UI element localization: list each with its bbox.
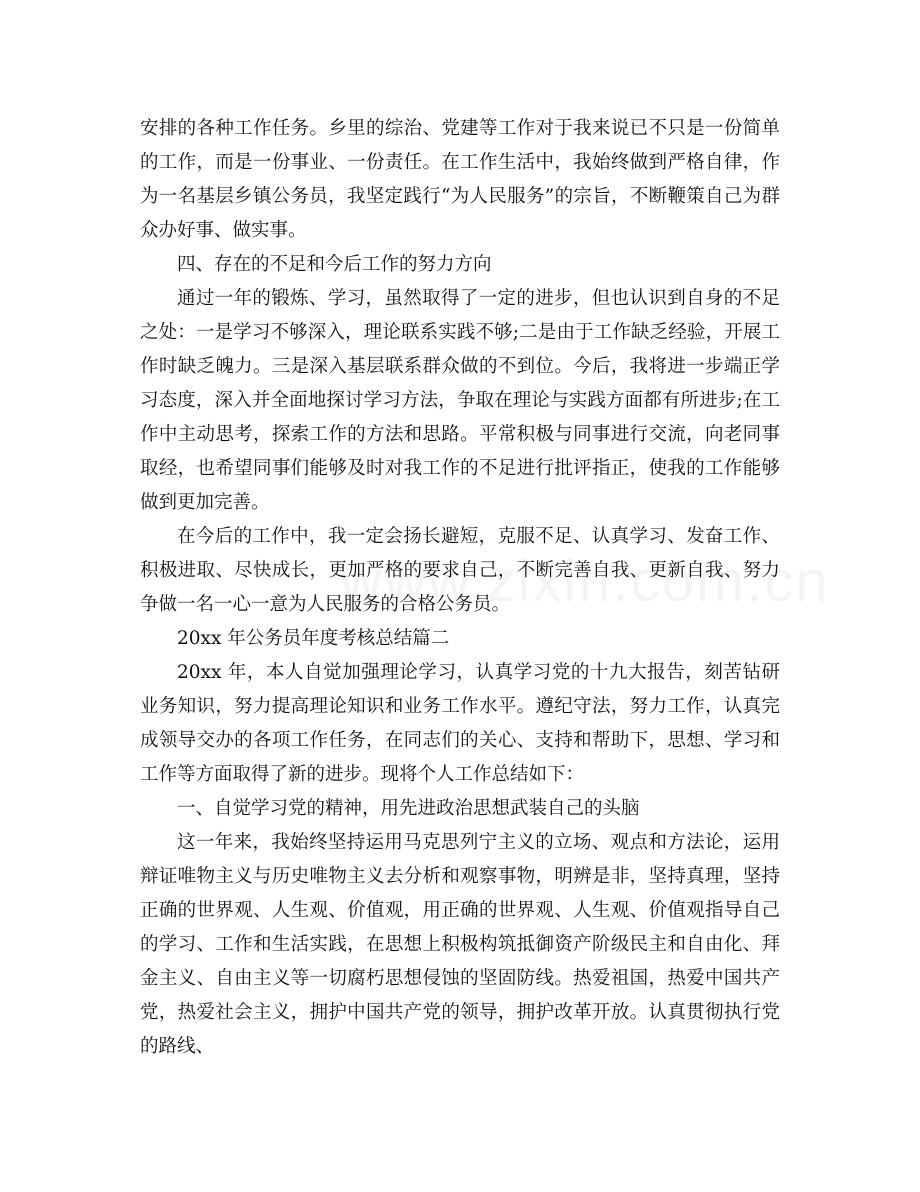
paragraph-intro: 20xx 年，本人自觉加强理论学习，认真学习党的十九大报告，刻苦钻研业务知识，努力提高理论知识和业务工作水平。遵纪守法，努力工作，认真完成领导交办的各项工作任务，在同志们的关心、支持和帮助下，思想、学习和工作等方面取得了新的进步。现将个人工作总结如下： xyxy=(140,662,780,785)
paragraph-party-study: 这一年来，我始终坚持运用马克思列宁主义的立场、观点和方法论，运用辩证唯物主义与历史唯物主义去分析和观察事物，明辨是非，坚持真理，坚持正确的世界观、人生观、价值观，用正确的世界观、人生观、价值观指导自己的学习、工作和生活实践，在思想上积极构筑抵御资产阶级民主和自由化、拜金主义、自由主义等一切腐朽思想侵蚀的坚固防线。热爱祖国，热爱中国共产党，热爱社会主义，拥护中国共产党的领导，拥护改革开放。认真贯彻执行党的路线、 xyxy=(140,832,780,1057)
paragraph-continuation: 安排的各种工作任务。乡里的综治、党建等工作对于我来说已不只是一份简单的工作，而是一份事业、一份责任。在工作生活中，我始终做到严格自律，作为一名基层乡镇公务员，我坚定践行“为人民服务”的宗旨，不断鞭策自己为群众办好事、做实事。 xyxy=(140,118,780,241)
paragraph-shortcomings: 通过一年的锻炼、学习，虽然取得了一定的进步，但也认识到自身的不足之处：一是学习不够深入，理论联系实践不够;二是由于工作缺乏经验，开展工作时缺乏魄力。三是深入基层联系群众做的不到位。今后，我将进一步端正学习态度，深入并全面地探讨学习方法，争取在理论与实践方面都有所进步;在工作中主动思考，探索工作的方法和思路。平常积极与同事进行交流，向老同事取经，也希望同事们能够及时对我工作的不足进行批评指正，使我的工作能够做到更加完善。 xyxy=(140,288,780,513)
paragraph-future-work: 在今后的工作中，我一定会扬长避短，克服不足、认真学习、发奋工作、积极进取、尽快成长，更加严格的要求自己，不断完善自我、更新自我、努力争做一名一心一意为人民服务的合格公务员。 xyxy=(140,526,780,615)
document-body xyxy=(140,112,780,1064)
article-title-part-two: 20xx 年公务员年度考核总结篇二 xyxy=(177,628,450,649)
section-heading-shortcomings: 四、存在的不足和今后工作的努力方向 xyxy=(177,254,492,275)
section-heading-party-study: 一、自觉学习党的精神，用先进政治思想武装自己的头脑 xyxy=(177,798,640,819)
